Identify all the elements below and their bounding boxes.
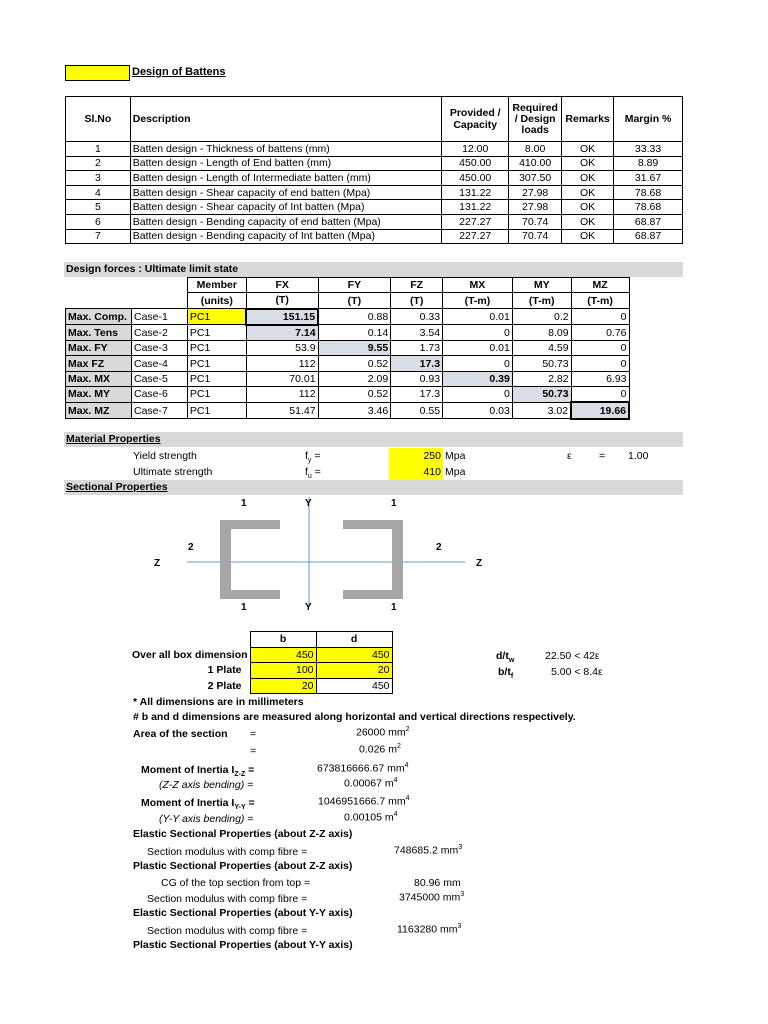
moi-yy-m-text: 0.00105 m <box>344 811 394 824</box>
epsilon-symbol: ε <box>567 450 572 462</box>
col-fy: FY <box>318 278 391 293</box>
moi-zz-sub: Z-Z <box>234 771 246 779</box>
row-case: Case-5 <box>131 371 187 386</box>
label-2-right: 2 <box>436 542 442 553</box>
table-row <box>66 341 630 356</box>
table-row <box>66 185 683 200</box>
note-millimeters: * All dimensions are in millimeters <box>133 696 304 708</box>
cell-remarks: OK <box>562 214 614 229</box>
ultimate-eq: = <box>311 466 321 478</box>
table-row <box>66 171 683 186</box>
cell-b: 450 <box>250 647 316 663</box>
elastic-yy-value <box>397 923 461 936</box>
cell-margin: 68.87 <box>614 229 683 244</box>
table-row <box>130 663 392 679</box>
cell-required: 307.50 <box>509 171 562 186</box>
row-label: Max. Comp. <box>66 309 132 325</box>
forces-header-row <box>66 278 630 293</box>
cell-mx: 0 <box>443 387 513 403</box>
plastic-zz-value <box>399 891 464 904</box>
cell-provided: 450.00 <box>442 171 509 186</box>
left-channel-shape <box>220 520 280 599</box>
blank <box>130 632 250 648</box>
row-case: Case-2 <box>131 325 187 341</box>
section-modulus-label: Section modulus with comp fibre = <box>147 893 308 905</box>
cell-my: 3.02 <box>512 402 571 418</box>
cell-my: 4.59 <box>512 341 571 356</box>
table-row <box>66 402 630 418</box>
cell-mx: 0.01 <box>443 341 513 356</box>
label-y-bottom: Y <box>305 602 312 613</box>
cell-margin: 31.67 <box>614 171 683 186</box>
table-row <box>66 142 683 157</box>
blank <box>66 293 132 309</box>
moi-zz-label <box>141 764 254 778</box>
units-header: (units) <box>187 293 246 309</box>
cell-my: 50.73 <box>512 356 571 371</box>
cell-description: Batten design - Bending capacity of Int batten (Mpa) <box>130 229 442 244</box>
unit-mx: (T-m) <box>443 293 513 309</box>
unit-fy: (T) <box>318 293 391 309</box>
elastic-zz-sup: 3 <box>458 844 463 851</box>
cell-required: 410.00 <box>509 156 562 171</box>
ultimate-unit: Mpa <box>445 466 466 478</box>
cell-b: 100 <box>250 663 316 679</box>
cell-fz: 1.73 <box>391 341 443 356</box>
area-eq: = <box>250 728 257 740</box>
cell-provided: 227.27 <box>442 229 509 244</box>
cell-remarks: OK <box>562 156 614 171</box>
ultimate-symbol <box>305 466 321 480</box>
sectional-title: Sectional Properties <box>66 481 168 493</box>
ratio-bf <box>498 666 513 680</box>
elastic-yy-heading: Elastic Sectional Properties (about Y-Y axis) <box>133 907 353 919</box>
ultimate-value: 410 <box>423 466 441 478</box>
note-directions: # b and d dimensions are measured along horizontal and vertical directions respectively. <box>133 711 576 723</box>
table-row <box>66 229 683 244</box>
epsilon-eq: = <box>599 450 606 462</box>
cell-d: 450 <box>316 678 392 694</box>
cell-margin: 78.68 <box>614 200 683 215</box>
unit-fz: (T) <box>391 293 443 309</box>
cell-fx: 112 <box>246 387 318 403</box>
blank <box>131 293 187 309</box>
elastic-zz-value <box>394 844 462 857</box>
col-fx: FX <box>246 278 318 293</box>
cell-fy: 3.46 <box>318 402 391 418</box>
table-header-row <box>66 97 683 142</box>
row-case: Case-3 <box>131 341 187 356</box>
ratio-dw <box>496 650 514 664</box>
cell-required: 27.98 <box>509 200 562 215</box>
table-row <box>66 200 683 215</box>
header-description: Description <box>130 97 442 142</box>
cell-mz: 6.93 <box>571 371 629 386</box>
ultimate-sub: u <box>307 473 312 481</box>
row-label: Max. Tens <box>66 325 132 341</box>
cell-mx: 0.01 <box>443 309 513 325</box>
col-my: MY <box>512 278 571 293</box>
row-member: PC1 <box>187 341 246 356</box>
cell-provided: 450.00 <box>442 156 509 171</box>
cg-value: 80.96 mm <box>414 877 461 889</box>
moi-yy-mm-value <box>318 795 409 808</box>
cell-margin: 8.89 <box>614 156 683 171</box>
moi-yy-m-sup: 4 <box>393 811 398 818</box>
cell-fz: 0.33 <box>391 309 443 325</box>
section-modulus-label: Section modulus with comp fibre = <box>147 846 308 858</box>
unit-fx: (T) <box>246 293 318 309</box>
zz-bending-label: (Z-Z axis bending) = <box>159 779 254 791</box>
material-title: Material Properties <box>66 433 161 445</box>
area-mm-sup: 2 <box>405 726 410 733</box>
cell-fz: 17.3 <box>391 387 443 403</box>
cell-mx: 0.39 <box>443 371 513 386</box>
moi-zz-mm-sup: 4 <box>404 762 409 769</box>
moi-yy-label <box>141 797 255 811</box>
battens-table <box>65 96 683 244</box>
cell-slno: 5 <box>66 200 131 215</box>
dimension-label: Over all box dimension <box>132 648 248 661</box>
cell-slno: 2 <box>66 156 131 171</box>
plastic-zz-heading: Plastic Sectional Properties (about Z-Z axis) <box>133 860 353 872</box>
cell-required: 27.98 <box>509 185 562 200</box>
cell-provided: 131.22 <box>442 200 509 215</box>
cell-provided: 131.22 <box>442 185 509 200</box>
moi-zz-m-text: 0.00067 m <box>344 777 394 790</box>
area-m-text: 0.026 m <box>359 743 397 756</box>
cell-margin: 33.33 <box>614 142 683 157</box>
title-marker <box>65 65 130 81</box>
ratio-bf-label: b/t <box>498 666 511 678</box>
row-case: Case-7 <box>131 402 187 418</box>
cell-fx: 70.01 <box>246 371 318 386</box>
cell-mx: 0.03 <box>443 402 513 418</box>
cell-description: Batten design - Length of End batten (mm) <box>130 156 442 171</box>
cell-provided: 227.27 <box>442 214 509 229</box>
header-b: b <box>250 632 316 648</box>
row-member: PC1 <box>187 309 246 325</box>
yield-sub: y <box>307 457 312 465</box>
cell-remarks: OK <box>562 229 614 244</box>
header-required: Required / Design loads <box>509 97 562 142</box>
section-diagram <box>140 492 500 622</box>
header-provided: Provided / Capacity <box>442 97 509 142</box>
header-d: d <box>316 632 392 648</box>
cell-remarks: OK <box>562 142 614 157</box>
area-mm-text: 26000 mm <box>356 726 406 739</box>
cell-remarks: OK <box>562 200 614 215</box>
area-label: Area of the section <box>133 728 228 740</box>
row-label: Max. MY <box>66 387 132 403</box>
forces-section-title: Design forces : Ultimate limit state <box>66 263 239 275</box>
moi-zz-mm-text: 673816666.67 mm <box>317 762 405 775</box>
cell-fx: 151.15 <box>246 309 318 325</box>
cell-fy: 0.52 <box>318 356 391 371</box>
cell-mx: 0 <box>443 356 513 371</box>
plastic-yy-heading: Plastic Sectional Properties (about Y-Y axis) <box>133 939 353 951</box>
cell-remarks: OK <box>562 185 614 200</box>
table-row <box>66 371 630 386</box>
yield-eq: = <box>311 450 321 462</box>
row-label: Max FZ <box>66 356 132 371</box>
forces-table <box>65 277 630 420</box>
cg-label: CG of the top section from top = <box>161 877 311 889</box>
label-1-top-right: 1 <box>391 498 397 509</box>
cell-margin: 78.68 <box>614 185 683 200</box>
table-row <box>66 156 683 171</box>
row-label: Max. FY <box>66 341 132 356</box>
cell-my: 8.09 <box>512 325 571 341</box>
cell-fz: 3.54 <box>391 325 443 341</box>
unit-mz: (T-m) <box>571 293 629 309</box>
yield-value: 250 <box>423 450 441 462</box>
elastic-yy-text: 1163280 mm <box>397 923 458 936</box>
ratio-dw-value: 22.50 < 42ε <box>545 650 600 662</box>
header-slno: Sl.No <box>66 97 131 142</box>
label-1-bottom-right: 1 <box>391 602 397 613</box>
row-member: PC1 <box>187 325 246 341</box>
cell-fz: 0.55 <box>391 402 443 418</box>
cell-slno: 4 <box>66 185 131 200</box>
label-1-top-left: 1 <box>241 498 247 509</box>
cell-fx: 51.47 <box>246 402 318 418</box>
moi-yy-mm-sup: 4 <box>405 795 410 802</box>
label-z-right: Z <box>476 558 483 569</box>
cell-fz: 17.3 <box>391 356 443 371</box>
cell-mz: 0 <box>571 309 629 325</box>
table-row <box>66 214 683 229</box>
moi-yy-mm-text: 1046951666.7 mm <box>318 795 406 808</box>
yy-bending-label: (Y-Y axis bending) = <box>159 813 254 825</box>
section-modulus-label: Section modulus with comp fibre = <box>147 925 308 937</box>
cell-fx: 7.14 <box>246 325 318 341</box>
dimension-label: 2 Plate <box>207 679 242 692</box>
label-z-left: Z <box>154 558 161 569</box>
table-row <box>66 309 630 325</box>
elastic-zz-text: 748685.2 mm <box>394 844 459 857</box>
label-2-left: 2 <box>188 542 194 553</box>
cell-fy: 0.52 <box>318 387 391 403</box>
moi-yy-sub: Y-Y <box>234 804 246 812</box>
blank <box>131 278 187 293</box>
yield-strength-label: Yield strength <box>133 450 197 462</box>
elastic-zz-heading: Elastic Sectional Properties (about Z-Z axis) <box>133 828 353 840</box>
cell-mz: 0 <box>571 387 629 403</box>
moi-yy-m-value <box>344 811 398 824</box>
cell-remarks: OK <box>562 171 614 186</box>
yield-sym: f <box>305 450 308 462</box>
ratio-bf-value: 5.00 < 8.4ε <box>551 666 603 678</box>
header-remarks: Remarks <box>562 97 614 142</box>
ratio-bf-sub: f <box>510 673 514 681</box>
plastic-zz-text: 3745000 mm <box>399 891 461 904</box>
epsilon-value: 1.00 <box>628 450 649 462</box>
row-member: PC1 <box>187 402 246 418</box>
header-margin: Margin % <box>614 97 683 142</box>
cell-mz: 0 <box>571 356 629 371</box>
right-channel-shape <box>343 520 403 599</box>
blank <box>66 278 132 293</box>
cell-required: 70.74 <box>509 214 562 229</box>
label-1-bottom-left: 1 <box>241 602 247 613</box>
cell-description: Batten design - Length of Intermediate batten (mm) <box>130 171 442 186</box>
cell-fy: 2.09 <box>318 371 391 386</box>
cell-description: Batten design - Shear capacity of Int batten (Mpa) <box>130 200 442 215</box>
cell-d: 20 <box>316 663 392 679</box>
label-y-top: Y <box>305 498 312 509</box>
moi-zz-text: Moment of Inertia I <box>141 764 235 776</box>
moi-yy-text: Moment of Inertia I <box>141 797 235 809</box>
cell-fz: 0.93 <box>391 371 443 386</box>
elastic-yy-sup: 3 <box>457 923 462 930</box>
table-row <box>130 647 392 663</box>
cell-provided: 12.00 <box>442 142 509 157</box>
cell-fy: 9.55 <box>318 341 391 356</box>
cell-my: 50.73 <box>512 387 571 403</box>
cell-slno: 7 <box>66 229 131 244</box>
cell-margin: 68.87 <box>614 214 683 229</box>
row-member: PC1 <box>187 356 246 371</box>
table-row <box>66 356 630 371</box>
area-mm-value <box>356 726 410 739</box>
cell-required: 70.74 <box>509 229 562 244</box>
moi-zz-m-sup: 4 <box>393 777 398 784</box>
cell-mz: 0.76 <box>571 325 629 341</box>
area-m-value <box>359 743 401 756</box>
cell-fx: 53.9 <box>246 341 318 356</box>
col-mz: MZ <box>571 278 629 293</box>
cell-mx: 0 <box>443 325 513 341</box>
area-eq-2: = <box>250 745 257 757</box>
moi-yy-eq: = <box>245 797 255 809</box>
row-case: Case-6 <box>131 387 187 403</box>
cell-slno: 3 <box>66 171 131 186</box>
cell-description: Batten design - Shear capacity of end batten (Mpa) <box>130 185 442 200</box>
ultimate-sym: f <box>305 466 308 478</box>
plastic-zz-sup: 3 <box>460 891 465 898</box>
cell-fy: 0.88 <box>318 309 391 325</box>
yield-symbol <box>305 450 320 464</box>
cell-description: Batten design - Thickness of battens (mm) <box>130 142 442 157</box>
cell-slno: 1 <box>66 142 131 157</box>
moi-zz-mm-value <box>317 762 408 775</box>
cell-b: 20 <box>250 678 316 694</box>
page-title: Design of Battens <box>132 66 226 78</box>
cell-d: 450 <box>316 647 392 663</box>
dimension-table <box>130 631 393 694</box>
cell-my: 2.82 <box>512 371 571 386</box>
dimension-header-row <box>130 632 392 648</box>
col-fz: FZ <box>391 278 443 293</box>
row-label: Max. MX <box>66 371 132 386</box>
col-mx: MX <box>443 278 513 293</box>
cell-mz: 0 <box>571 341 629 356</box>
table-row <box>66 325 630 341</box>
moi-zz-eq: = <box>245 764 255 776</box>
row-member: PC1 <box>187 387 246 403</box>
cell-description: Batten design - Bending capacity of end batten (Mpa) <box>130 214 442 229</box>
row-label: Max. MZ <box>66 402 132 418</box>
ratio-dw-label: d/t <box>496 650 509 662</box>
member-header: Member <box>187 278 246 293</box>
moi-zz-m-value <box>344 777 398 790</box>
ultimate-strength-label: Ultimate strength <box>133 466 213 478</box>
unit-my: (T-m) <box>512 293 571 309</box>
cell-mz: 19.66 <box>571 402 629 418</box>
row-member: PC1 <box>187 371 246 386</box>
yield-unit: Mpa <box>445 450 466 462</box>
ratio-dw-sub: w <box>508 657 515 665</box>
dimension-label: 1 Plate <box>207 664 242 677</box>
row-case: Case-4 <box>131 356 187 371</box>
forces-units-row <box>66 293 630 309</box>
cell-my: 0.2 <box>512 309 571 325</box>
cell-fy: 0.14 <box>318 325 391 341</box>
cell-fx: 112 <box>246 356 318 371</box>
area-m-sup: 2 <box>396 743 401 750</box>
cell-required: 8.00 <box>509 142 562 157</box>
row-case: Case-1 <box>131 309 187 325</box>
table-row <box>66 387 630 403</box>
table-row <box>130 678 392 694</box>
cell-slno: 6 <box>66 214 131 229</box>
